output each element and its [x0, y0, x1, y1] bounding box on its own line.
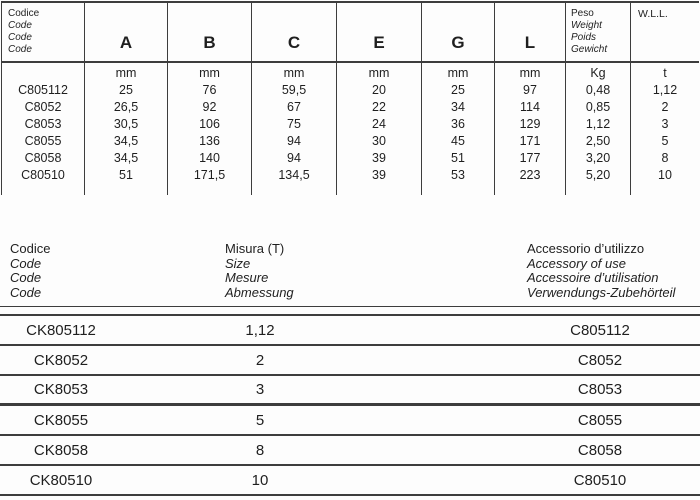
header-gap [0, 307, 700, 314]
value-cell: 0,85 [585, 100, 611, 114]
codice-header [2, 3, 84, 63]
weight-header [566, 3, 630, 63]
accessory-of-use-header-line: Accessorio d’utilizzo [527, 241, 645, 256]
code-cell: CK8055 [33, 411, 89, 429]
value-cell: 39 [372, 151, 386, 165]
accessory-table-rows [0, 314, 700, 496]
size-cell: 1,12 [245, 321, 275, 339]
unit-cell: mm [199, 66, 220, 80]
value-cell: 2 [661, 100, 669, 114]
value-cell: 22 [372, 100, 386, 114]
code-cell: CK805112 [26, 321, 96, 339]
value-cell: 171,5 [193, 168, 226, 182]
weight-header-line: Gewicht [571, 44, 608, 55]
table-row [0, 436, 700, 466]
accessory-codice-header [10, 242, 50, 300]
value-cell: 10 [658, 168, 672, 182]
value-cell: 92 [202, 100, 217, 114]
value-cell: 136 [199, 134, 220, 148]
table-row [0, 346, 700, 376]
value-cell: 8 [661, 151, 669, 165]
value-cell: 134,5 [278, 168, 310, 182]
column-codice [1, 3, 84, 195]
value-cell: 24 [372, 117, 386, 131]
accessory-of-use-header [527, 242, 675, 300]
code-cell: C805112 [18, 83, 68, 97]
value-cell: 36 [451, 117, 465, 131]
column-c [251, 3, 336, 195]
code-cell: CK8058 [33, 441, 89, 459]
accessory-codice-header-line: Code [10, 255, 42, 271]
accessory-cell: C805112 [570, 321, 630, 339]
codice-header-line: Code [8, 44, 32, 55]
weight-header-line: Poids [571, 32, 597, 43]
value-cell: 26,5 [113, 100, 139, 114]
value-cell: 45 [451, 134, 465, 148]
unit-cell: mm [115, 66, 137, 80]
column-g-header: G [422, 3, 494, 63]
code-cell: CK8052 [33, 351, 89, 369]
value-cell: 34,5 [113, 151, 139, 165]
size-header-line: Misura (T) [225, 241, 285, 256]
size-cell: 8 [255, 441, 265, 459]
value-cell: 223 [519, 168, 541, 182]
size-cell: 3 [255, 381, 265, 398]
value-cell: 3 [661, 117, 669, 131]
code-cell: C8053 [24, 117, 62, 131]
value-cell: 3,20 [585, 151, 611, 165]
unit-cell: mm [368, 66, 390, 80]
unit-cell: Kg [590, 66, 606, 80]
wll-column-body [631, 63, 699, 184]
column-b [167, 3, 251, 195]
value-cell: 30,5 [113, 117, 139, 131]
column-e [336, 3, 421, 195]
weight-header-line: Weight [571, 20, 602, 31]
column-a-header: A [85, 3, 167, 63]
accessory-codice-header-line: Codice [10, 241, 51, 256]
table-row [0, 406, 700, 436]
unit-cell: mm [447, 66, 469, 80]
column-l-header: L [495, 3, 565, 63]
column-weight [565, 3, 630, 195]
value-cell: 1,12 [652, 83, 678, 97]
column-b-body [168, 63, 251, 184]
accessory-of-use-header-line: Accessoire d’utilisation [527, 270, 659, 285]
accessory-cell: C8052 [577, 351, 623, 369]
accessory-cell: C8055 [577, 411, 623, 429]
column-c-body [252, 63, 336, 184]
unit-cell: mm [283, 66, 305, 80]
column-wll [630, 3, 699, 195]
value-cell: 94 [287, 151, 301, 165]
value-cell: 30 [372, 134, 386, 148]
value-cell: 51 [119, 168, 133, 182]
wll-header: W.L.L. [631, 3, 699, 63]
value-cell: 51 [451, 151, 465, 165]
codice-header-line: Code [8, 32, 32, 43]
value-cell: 106 [199, 117, 220, 131]
value-cell: 129 [519, 117, 541, 131]
column-e-header: E [337, 3, 421, 63]
codice-column-body [2, 63, 84, 184]
accessory-table [0, 240, 700, 496]
table-row [0, 466, 700, 496]
size-cell: 2 [255, 351, 265, 369]
value-cell: 25 [119, 83, 133, 97]
accessory-cell: C8058 [577, 441, 623, 459]
size-cell: 10 [251, 471, 269, 489]
value-cell: 97 [523, 83, 537, 97]
code-cell: C8052 [24, 100, 62, 114]
value-cell: 140 [199, 151, 220, 165]
column-b-header: B [168, 3, 251, 63]
value-cell: 53 [451, 168, 465, 182]
accessory-cell: C8053 [577, 381, 623, 398]
size-header [225, 242, 294, 300]
value-cell: 2,50 [585, 134, 611, 148]
value-cell: 5,20 [585, 168, 611, 182]
size-cell: 5 [255, 411, 265, 429]
accessory-codice-header-line: Code [10, 284, 42, 300]
value-cell: 75 [287, 117, 301, 131]
code-cell: C8055 [24, 134, 62, 148]
accessory-of-use-header-line: Verwendungs-Zubehörteil [527, 284, 676, 300]
value-cell: 25 [451, 83, 465, 97]
code-cell: C80510 [21, 168, 65, 182]
size-header-line: Abmessung [225, 284, 294, 300]
codice-header-line: Codice [8, 8, 40, 19]
weight-column-body [566, 63, 630, 184]
column-l-body [495, 63, 565, 184]
unit-cell: mm [519, 66, 541, 80]
table-row [0, 376, 700, 406]
column-g-body [422, 63, 494, 184]
code-cell: CK80510 [29, 471, 93, 489]
value-cell: 34 [451, 100, 465, 114]
value-cell: 39 [372, 168, 386, 182]
codice-header-line: Code [8, 20, 32, 31]
value-cell: 59,5 [281, 83, 307, 97]
accessory-table-header [0, 240, 700, 307]
column-a [84, 3, 167, 195]
value-cell: 0,48 [585, 83, 611, 97]
column-e-body [337, 63, 421, 184]
value-cell: 67 [287, 100, 301, 114]
table-row [0, 316, 700, 346]
column-c-header: C [252, 3, 336, 63]
unit-cell-empty [2, 65, 84, 82]
value-cell: 20 [372, 83, 386, 97]
value-cell: 5 [661, 134, 669, 148]
size-header-line: Size [225, 255, 251, 271]
column-g [421, 3, 494, 195]
value-cell: 76 [202, 83, 217, 97]
dimensions-table [1, 1, 699, 195]
value-cell: 114 [520, 100, 540, 114]
weight-header-line: Peso [571, 8, 594, 19]
column-l [494, 3, 565, 195]
value-cell: 34,5 [113, 134, 139, 148]
unit-cell: t [663, 66, 667, 80]
size-header-line: Mesure [225, 270, 269, 285]
code-cell: C8058 [24, 151, 62, 165]
column-a-body [85, 63, 167, 184]
value-cell: 171 [519, 134, 541, 148]
accessory-of-use-header-line: Accessory of use [527, 255, 626, 271]
value-cell: 177 [519, 151, 541, 165]
code-cell: CK8053 [33, 381, 89, 398]
value-cell: 1,12 [585, 117, 611, 131]
value-cell: 94 [287, 134, 301, 148]
accessory-cell: C80510 [573, 471, 627, 489]
accessory-codice-header-line: Code [10, 270, 42, 285]
